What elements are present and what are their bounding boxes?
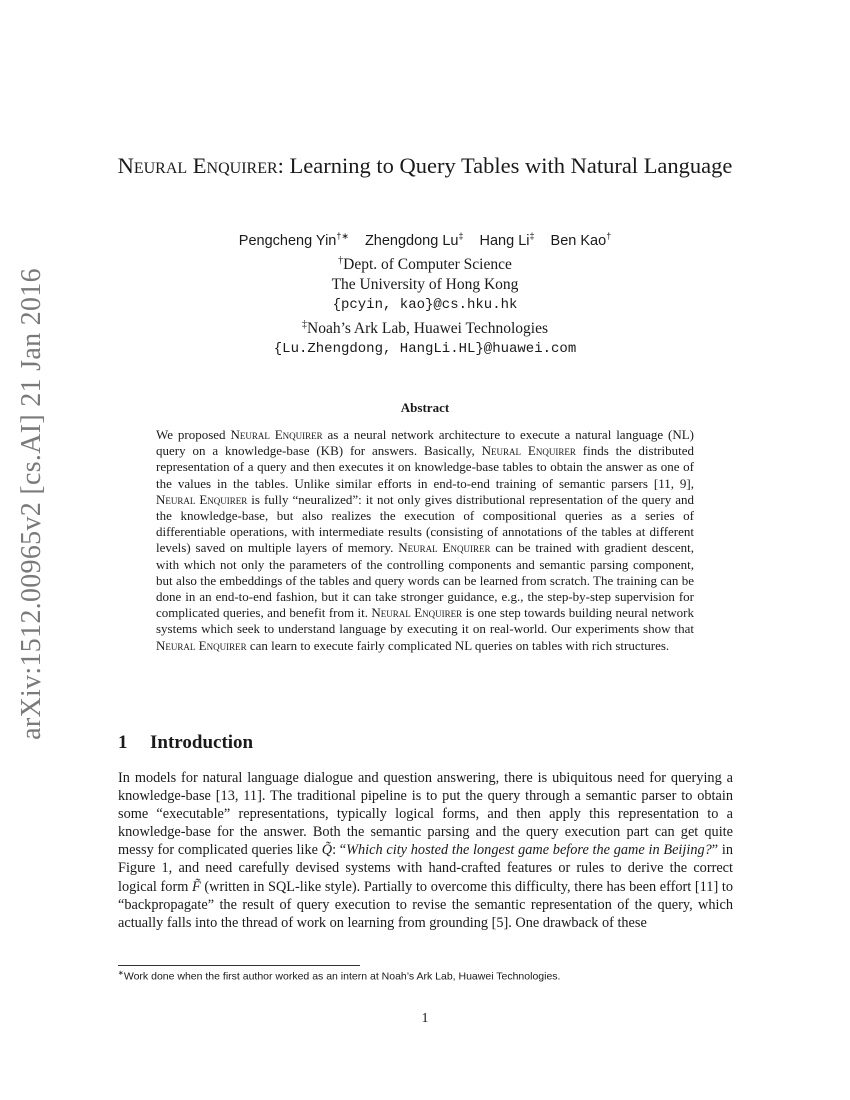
example-query: Which city hosted the longest game before the game in Beijing? — [346, 842, 712, 859]
system-name: Neural Enquirer — [156, 637, 247, 653]
footnote-text: Work done when the first author worked as an intern at Noah’s Ark Lab, Huawei Technologies. — [123, 970, 561, 983]
author-mark: ‡ — [529, 231, 535, 241]
author-name: Zhengdong Lu — [364, 232, 459, 249]
email-huawei: {Lu.Zhengdong, HangLi.HL}@huawei.com — [273, 341, 577, 358]
arxiv-identifier: arXiv:1512.00965v2 [cs.AI] 21 Jan 2016 — [16, 268, 47, 740]
section-heading-introduction — [118, 732, 253, 754]
author — [365, 233, 464, 249]
author-mark: ‡ — [458, 231, 464, 241]
affiliation-dept: †Dept. of Computer Science — [338, 255, 512, 274]
author — [480, 233, 535, 249]
section-title: Introduction — [150, 732, 254, 753]
footnote-mark: ∗ — [118, 970, 124, 977]
affiliation-university: The University of Hong Kong — [331, 276, 519, 294]
footnote-divider — [118, 965, 360, 966]
footnote — [118, 969, 733, 983]
author-mark: † — [606, 231, 612, 241]
author — [551, 233, 612, 249]
affiliation-lab: ‡Noah’s Ark Lab, Huawei Technologies — [302, 319, 548, 338]
system-name: Neural Enquirer — [371, 605, 463, 621]
author-mark: †∗ — [336, 231, 349, 241]
abstract-text: We proposed Neural Enquirer as a neural network architecture to execute a natural language (NL) query on a knowledge-base (KB) for answers. Basically, Neural Enquirer finds the distributed representation of a query and then executes it on knowledge-base tables to obtain the answer as one of the values in the tables. Unlike similar efforts in end-to-end training of semantic parsers [11, 9], Neural Enquirer is fully “neuralized”: it not only gives distributional representation of the query and the knowledge-base, but also realizes the execution of compositional queries as a series of differentiable operations, with intermediate results (consisting of annotations of the tables at different levels) saved on multiple layers of memory. Neural Enquirer can be trained with gradient descent, with which not only the parameters of the controlling components and semantic parsing component, but also the embeddings of the tables and query words can be learned from scratch. The training can be done in an end-to-end fashion, but it can take stronger guidance, e.g., the step-by-step supervision for complicated queries, and benefit from it. Neural Enquirer is one step towards building neural network systems which seek to understand language by executing it on real-world. Our experiments show that Neural Enquirer can learn to execute fairly complicated NL queries on tables with rich structures. — [156, 427, 694, 653]
system-name: Neural Enquirer — [230, 427, 323, 442]
author — [239, 233, 349, 249]
author-list — [150, 231, 700, 249]
affiliation-mark: ‡ — [302, 319, 307, 331]
affiliations — [150, 251, 700, 359]
logical-form-symbol: F̃ — [191, 878, 201, 895]
title-subtitle: : Learning to Query Tables with Natural Language — [277, 153, 733, 178]
introduction-paragraph: In models for natural language dialogue and question answering, there is ubiquitous need for querying a knowledge-base [13, 11]. The traditional pipeline is to put the query through a semantic parser to obtain some “executable” representations, typically logical forms, and then apply this representation to a knowledge-base for the answer. Both the semantic parsing and the query execution part can get quite messy for complicated queries like Q̃: “Which city hosted the longest game before the game in Beijing?” in Figure 1, and need carefully devised systems with hand-crafted features or rules to derive the correct logical form F̃ (written in SQL-like style). Partially to overcome this difficulty, there has been effort [11] to “backpropagate” the result of query execution to revise the semantic representation of the query, which actually falls into the thread of work on learning from grounding [5]. One drawback of these — [118, 770, 733, 931]
paper-title — [110, 150, 740, 182]
author-name: Hang Li — [479, 232, 530, 249]
system-name: Neural Enquirer — [156, 491, 248, 507]
affiliation-mark: † — [338, 255, 344, 266]
author-name: Pengcheng Yin — [238, 232, 337, 249]
section-number: 1 — [118, 732, 128, 753]
title-system-name: Neural Enquirer — [117, 153, 278, 178]
author-name: Ben Kao — [550, 232, 607, 249]
email-hku: {pcyin, kao}@cs.hku.hk — [332, 297, 518, 314]
system-name: Neural Enquirer — [398, 540, 491, 556]
abstract-heading: Abstract — [400, 400, 450, 415]
page-number: 1 — [421, 1011, 429, 1026]
arxiv-sidebar — [8, 268, 56, 740]
system-name: Neural Enquirer — [481, 443, 576, 459]
query-symbol: Q̃ — [321, 842, 333, 859]
